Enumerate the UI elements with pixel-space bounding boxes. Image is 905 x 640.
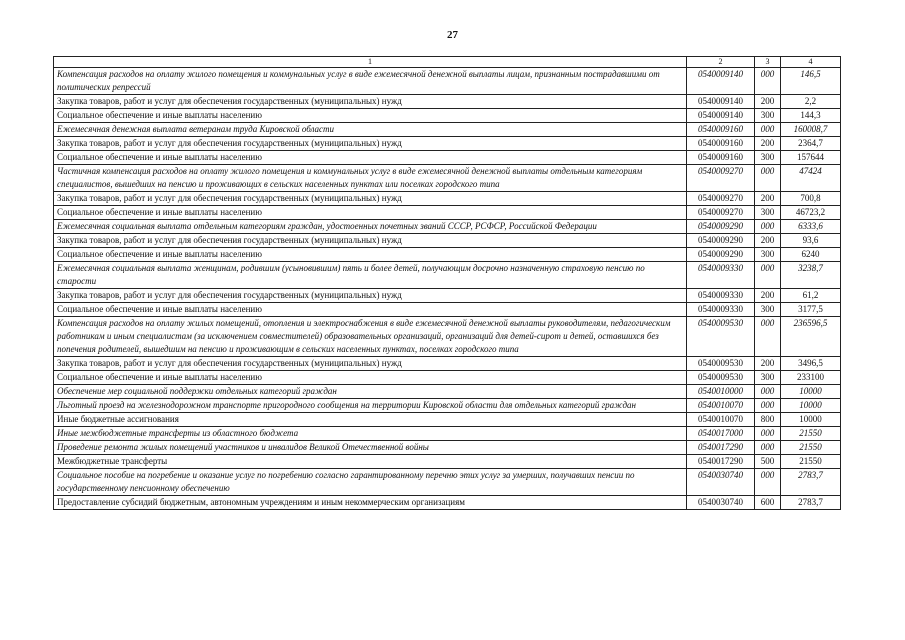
target-code-cell: 0540009140 <box>687 109 755 123</box>
expense-type-cell: 200 <box>755 357 781 371</box>
target-code-cell: 0540009330 <box>687 289 755 303</box>
table-header-row <box>54 57 841 68</box>
amount-cell: 21550 <box>781 441 841 455</box>
amount-cell: 21550 <box>781 427 841 441</box>
amount-cell: 10000 <box>781 413 841 427</box>
target-code-cell: 0540009530 <box>687 317 755 357</box>
table-row <box>54 95 841 109</box>
table-row <box>54 137 841 151</box>
expense-type-cell: 000 <box>755 262 781 289</box>
row-name-cell: Компенсация расходов на оплату жилых помещений, отопления и электроснабжения в виде ежемесячной денежной выплаты руководителям, педагогическим работникам и иным специалистам (за исключением совместителей) образовательных организаций, организаций для детей-сирот и детей, оставшихся без попечения родителей, вышедшим на пенсию и проживающим в сельских населенных пунктах, поселках городского типа <box>54 317 687 357</box>
expense-type-cell: 300 <box>755 151 781 165</box>
expense-type-cell: 000 <box>755 385 781 399</box>
amount-cell: 6333,6 <box>781 220 841 234</box>
table-row <box>54 262 841 289</box>
expense-type-cell: 300 <box>755 303 781 317</box>
expense-type-cell: 500 <box>755 455 781 469</box>
amount-cell: 6240 <box>781 248 841 262</box>
header-col-1: 1 <box>54 57 687 68</box>
target-code-cell: 0540009140 <box>687 68 755 95</box>
table-row <box>54 289 841 303</box>
expense-type-cell: 000 <box>755 123 781 137</box>
amount-cell: 21550 <box>781 455 841 469</box>
row-name-cell: Социальное обеспечение и иные выплаты населению <box>54 109 687 123</box>
amount-cell: 10000 <box>781 399 841 413</box>
row-name-cell: Межбюджетные трансферты <box>54 455 687 469</box>
expense-type-cell: 000 <box>755 165 781 192</box>
row-name-cell: Социальное обеспечение и иные выплаты населению <box>54 371 687 385</box>
amount-cell: 2,2 <box>781 95 841 109</box>
row-name-cell: Ежемесячная социальная выплата женщинам, родившим (усыновившим) пять и более детей, получающим досрочно назначенную страховую пенсию по старости <box>54 262 687 289</box>
target-code-cell: 0540009330 <box>687 262 755 289</box>
row-name-cell: Иные межбюджетные трансферты из областного бюджета <box>54 427 687 441</box>
target-code-cell: 0540009330 <box>687 303 755 317</box>
amount-cell: 144,3 <box>781 109 841 123</box>
expense-type-cell: 200 <box>755 234 781 248</box>
row-name-cell: Обеспечение мер социальной поддержки отдельных категорий граждан <box>54 385 687 399</box>
row-name-cell: Закупка товаров, работ и услуг для обеспечения государственных (муниципальных) нужд <box>54 234 687 248</box>
target-code-cell: 0540009530 <box>687 371 755 385</box>
target-code-cell: 0540009270 <box>687 165 755 192</box>
row-name-cell: Ежемесячная социальная выплата отдельным категориям граждан, удостоенных почетных званий СССР, РСФСР, Российской Федерации <box>54 220 687 234</box>
row-name-cell: Закупка товаров, работ и услуг для обеспечения государственных (муниципальных) нужд <box>54 95 687 109</box>
target-code-cell: 0540030740 <box>687 469 755 496</box>
table-row <box>54 303 841 317</box>
expense-type-cell: 200 <box>755 192 781 206</box>
page-number: 27 <box>447 29 458 41</box>
amount-cell: 47424 <box>781 165 841 192</box>
expense-type-cell: 600 <box>755 496 781 510</box>
row-name-cell: Компенсация расходов на оплату жилого помещения и коммунальных услуг в виде ежемесячной денежной выплаты лицам, признанным пострадавшими от политических репрессий <box>54 68 687 95</box>
row-name-cell: Проведение ремонта жилых помещений участников и инвалидов Великой Отечественной войны <box>54 441 687 455</box>
expense-type-cell: 200 <box>755 95 781 109</box>
target-code-cell: 0540009140 <box>687 95 755 109</box>
expense-type-cell: 000 <box>755 317 781 357</box>
row-name-cell: Социальное обеспечение и иные выплаты населению <box>54 303 687 317</box>
table-row <box>54 68 841 95</box>
amount-cell: 10000 <box>781 385 841 399</box>
amount-cell: 236596,5 <box>781 317 841 357</box>
amount-cell: 700,8 <box>781 192 841 206</box>
table-row <box>54 317 841 357</box>
row-name-cell: Предоставление субсидий бюджетным, автономным учреждениям и иным некоммерческим организациям <box>54 496 687 510</box>
expense-type-cell: 000 <box>755 220 781 234</box>
amount-cell: 3238,7 <box>781 262 841 289</box>
target-code-cell: 0540009290 <box>687 248 755 262</box>
amount-cell: 61,2 <box>781 289 841 303</box>
amount-cell: 146,5 <box>781 68 841 95</box>
row-name-cell: Закупка товаров, работ и услуг для обеспечения государственных (муниципальных) нужд <box>54 192 687 206</box>
amount-cell: 157644 <box>781 151 841 165</box>
table-row <box>54 469 841 496</box>
header-col-2: 2 <box>687 57 755 68</box>
row-name-cell: Закупка товаров, работ и услуг для обеспечения государственных (муниципальных) нужд <box>54 289 687 303</box>
row-name-cell: Социальное обеспечение и иные выплаты населению <box>54 248 687 262</box>
amount-cell: 3177,5 <box>781 303 841 317</box>
expense-type-cell: 300 <box>755 206 781 220</box>
expense-type-cell: 000 <box>755 68 781 95</box>
table-row <box>54 151 841 165</box>
amount-cell: 2364,7 <box>781 137 841 151</box>
table-row <box>54 441 841 455</box>
amount-cell: 2783,7 <box>781 496 841 510</box>
amount-cell: 93,6 <box>781 234 841 248</box>
target-code-cell: 0540009160 <box>687 123 755 137</box>
expense-type-cell: 800 <box>755 413 781 427</box>
amount-cell: 160008,7 <box>781 123 841 137</box>
expense-type-cell: 200 <box>755 137 781 151</box>
expense-type-cell: 300 <box>755 371 781 385</box>
row-name-cell: Закупка товаров, работ и услуг для обеспечения государственных (муниципальных) нужд <box>54 357 687 371</box>
table-row <box>54 455 841 469</box>
table-row <box>54 496 841 510</box>
table-row <box>54 165 841 192</box>
table-row <box>54 109 841 123</box>
table-row <box>54 399 841 413</box>
target-code-cell: 0540009160 <box>687 151 755 165</box>
table-row <box>54 427 841 441</box>
target-code-cell: 0540009290 <box>687 220 755 234</box>
table-row <box>54 192 841 206</box>
expense-type-cell: 000 <box>755 469 781 496</box>
target-code-cell: 0540009530 <box>687 357 755 371</box>
target-code-cell: 0540017290 <box>687 441 755 455</box>
target-code-cell: 0540017290 <box>687 455 755 469</box>
row-name-cell: Иные бюджетные ассигнования <box>54 413 687 427</box>
expense-type-cell: 300 <box>755 109 781 123</box>
budget-table <box>53 56 841 510</box>
header-col-4: 4 <box>781 57 841 68</box>
table-row <box>54 371 841 385</box>
amount-cell: 46723,2 <box>781 206 841 220</box>
target-code-cell: 0540010070 <box>687 413 755 427</box>
header-col-3: 3 <box>755 57 781 68</box>
table-row <box>54 385 841 399</box>
target-code-cell: 0540010000 <box>687 385 755 399</box>
expense-type-cell: 000 <box>755 441 781 455</box>
target-code-cell: 0540009270 <box>687 192 755 206</box>
row-name-cell: Льготный проезд на железнодорожном транспорте пригородного сообщения на территории Кировской области для отдельных категорий граждан <box>54 399 687 413</box>
table-row <box>54 220 841 234</box>
target-code-cell: 0540030740 <box>687 496 755 510</box>
table-row <box>54 234 841 248</box>
amount-cell: 2783,7 <box>781 469 841 496</box>
table-row <box>54 248 841 262</box>
row-name-cell: Закупка товаров, работ и услуг для обеспечения государственных (муниципальных) нужд <box>54 137 687 151</box>
expense-type-cell: 000 <box>755 427 781 441</box>
target-code-cell: 0540009290 <box>687 234 755 248</box>
row-name-cell: Ежемесячная денежная выплата ветеранам труда Кировской области <box>54 123 687 137</box>
target-code-cell: 0540017000 <box>687 427 755 441</box>
amount-cell: 233100 <box>781 371 841 385</box>
row-name-cell: Социальное пособие на погребение и оказание услуг по погребению согласно гарантированному перечню этих услуг за умерших, получавших пенсии по государственному пенсионному обеспечению <box>54 469 687 496</box>
expense-type-cell: 000 <box>755 399 781 413</box>
expense-type-cell: 200 <box>755 289 781 303</box>
table-row <box>54 206 841 220</box>
expense-type-cell: 300 <box>755 248 781 262</box>
table-row <box>54 123 841 137</box>
row-name-cell: Социальное обеспечение и иные выплаты населению <box>54 206 687 220</box>
target-code-cell: 0540010070 <box>687 399 755 413</box>
row-name-cell: Частичная компенсация расходов на оплату жилого помещения и коммунальных услуг в виде ежемесячной денежной выплаты отдельным категориям специалистов, вышедших на пенсию и проживающих в сельских населенных пунктах или поселках городского типа <box>54 165 687 192</box>
amount-cell: 3496,5 <box>781 357 841 371</box>
table-row <box>54 357 841 371</box>
row-name-cell: Социальное обеспечение и иные выплаты населению <box>54 151 687 165</box>
table-row <box>54 413 841 427</box>
target-code-cell: 0540009160 <box>687 137 755 151</box>
target-code-cell: 0540009270 <box>687 206 755 220</box>
